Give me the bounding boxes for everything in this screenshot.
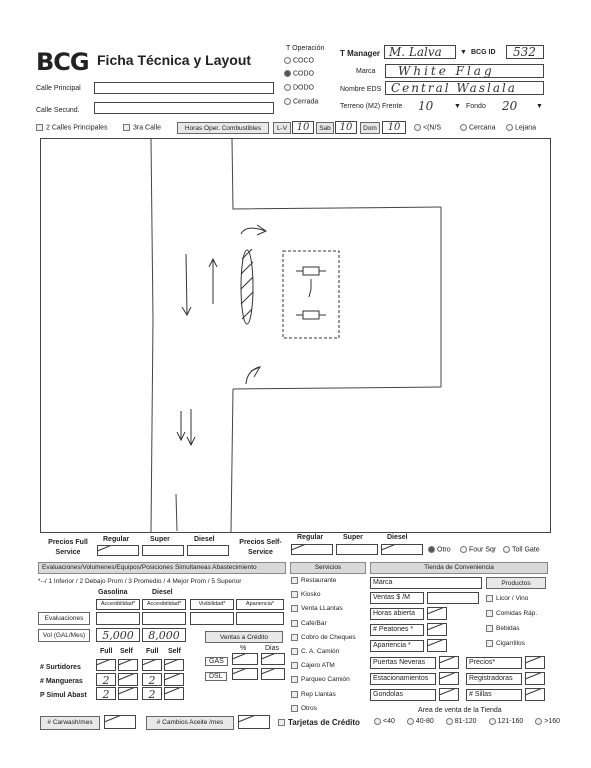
nombre-eds-label: Nombre EDS — [340, 86, 382, 93]
sillas-value[interactable] — [525, 688, 545, 701]
calle-principal-field[interactable] — [94, 82, 274, 94]
four-sqr-radio[interactable]: Four Sqr — [460, 546, 496, 553]
price-full-diesel-field[interactable] — [187, 545, 229, 556]
carwash-field[interactable] — [104, 715, 136, 729]
price-self-super-field[interactable] — [336, 544, 378, 555]
checkbox-icon — [291, 620, 298, 627]
self-diesel-label: Diesel — [387, 534, 408, 541]
fondo-value[interactable]: 20 — [502, 99, 518, 113]
radio-icon — [460, 546, 467, 553]
calle-principal-label: Calle Principal — [36, 85, 81, 92]
sin-pis-radio[interactable]: <(N/S — [414, 124, 441, 131]
gasolina-label: Gasolina — [98, 589, 128, 596]
gondolas-value[interactable] — [439, 688, 459, 701]
servicios-header: Servicios — [290, 562, 366, 574]
checkbox-icon — [486, 610, 493, 617]
checkbox-icon — [36, 124, 43, 131]
registradoras-value[interactable] — [525, 672, 545, 685]
checkbox-icon — [278, 719, 285, 726]
producto-checkbox[interactable]: Bebidas — [486, 625, 548, 640]
ventas-field[interactable]: Ventas $ /M — [370, 592, 424, 604]
page-title: Ficha Técnica y Layout — [97, 52, 252, 68]
surtidores-label: # Surtidores — [40, 664, 81, 671]
self-label-dsl: Self — [168, 648, 181, 655]
nombre-eds-field[interactable]: Central Waslala — [385, 81, 544, 95]
calle-secund-label: Calle Secund. — [36, 107, 80, 114]
calle-secund-field[interactable] — [94, 102, 274, 114]
simul-self-dsl[interactable] — [164, 687, 184, 700]
productos-list — [486, 595, 548, 655]
checkbox-icon — [486, 640, 493, 647]
precios-tienda-value[interactable] — [525, 656, 545, 669]
peatones-value[interactable] — [427, 623, 447, 636]
checkbox-icon — [291, 605, 298, 612]
simul-label: P Simul Abast — [40, 692, 87, 699]
arrow-curve-icon — [246, 367, 260, 384]
dias-label: Dias — [265, 645, 280, 652]
self-regular-label: Regular — [297, 534, 324, 541]
lejana-radio[interactable]: Lejana — [506, 124, 536, 131]
radio-icon — [506, 124, 513, 131]
gondolas-field[interactable]: Gondolas — [370, 689, 436, 701]
horas-oper-button[interactable]: Horas Oper. Combustibles — [177, 122, 269, 134]
producto-checkbox[interactable]: Licor / Vino — [486, 595, 548, 610]
chevron-down-icon[interactable]: ▼ — [460, 49, 467, 56]
t-manager-field[interactable]: M. Lalva — [384, 45, 456, 59]
dom-field[interactable]: 10 — [382, 121, 406, 134]
servicio-checkbox[interactable]: Kiosko — [291, 591, 371, 605]
price-full-regular-field[interactable] — [97, 545, 139, 556]
checkbox-icon — [291, 634, 298, 641]
checkbox-icon — [291, 577, 298, 584]
checkbox-icon — [123, 124, 130, 131]
tienda-marca-field[interactable]: Marca — [370, 577, 482, 589]
super-label: Super — [150, 536, 170, 543]
arrow-down-icon — [187, 409, 195, 445]
area-venta-label: Area de venta de la Tienda — [418, 707, 502, 714]
col-head-accesibilidad-dsl: Accesibilidad* — [142, 599, 186, 610]
radio-icon — [428, 546, 435, 553]
eval-gas-field[interactable] — [96, 612, 140, 625]
diesel-eval-label: Diesel — [152, 589, 173, 596]
regular-label: Regular — [103, 536, 130, 543]
fondo-label: Fondo — [466, 103, 486, 110]
sillas-field[interactable]: # Sillas — [466, 689, 522, 701]
diesel-label: Diesel — [194, 536, 215, 543]
checkbox-icon — [291, 691, 298, 698]
layout-sketch-canvas[interactable] — [40, 138, 551, 533]
dsl-label: DSL — [205, 672, 227, 681]
full-label-dsl: Full — [146, 648, 159, 655]
tres-calle-checkbox[interactable]: 3ra Calle — [123, 124, 161, 131]
radio-icon — [535, 718, 542, 725]
checkbox-icon — [486, 625, 493, 632]
price-full-super-field[interactable] — [142, 545, 184, 556]
arrow-up-icon — [209, 259, 217, 304]
sab-field[interactable]: 10 — [335, 121, 357, 134]
puertas-value[interactable] — [439, 656, 459, 669]
logo: BCG — [36, 48, 89, 76]
mangueras-label: # Mangueras — [40, 678, 83, 685]
self-label-gas: Self — [120, 648, 133, 655]
marca-field[interactable]: White Flag — [385, 64, 544, 78]
servicio-checkbox[interactable]: Otros — [291, 705, 371, 719]
eval-apa-field[interactable] — [236, 612, 284, 625]
checkbox-icon — [291, 591, 298, 598]
checkbox-icon — [291, 705, 298, 712]
estacionamientos-value[interactable] — [439, 672, 459, 685]
lv-field[interactable]: 10 — [292, 121, 314, 134]
servicio-checkbox[interactable]: Rep Llantas — [291, 691, 371, 705]
radio-icon — [446, 718, 453, 725]
tienda-header: Tienda de Conveniencia — [370, 562, 548, 574]
mang-self-dsl[interactable] — [164, 673, 184, 686]
eval-dsl-field[interactable] — [142, 612, 186, 625]
producto-checkbox[interactable]: Comidas Ráp. — [486, 610, 548, 625]
simul-self-gas[interactable] — [118, 687, 138, 700]
servicio-checkbox[interactable]: Restaurante — [291, 577, 371, 591]
ventas-credito-button[interactable]: Ventas a Crédito — [205, 631, 283, 643]
op-option-cerrada[interactable]: Cerrada — [284, 98, 318, 105]
gas-dias-field[interactable] — [261, 653, 285, 665]
carwash-button[interactable]: # Carwash/mes — [40, 716, 100, 730]
frente-value[interactable]: 10 — [418, 99, 434, 113]
gas-pct-field[interactable] — [232, 653, 258, 665]
bcg-id-label: BCG ID — [471, 49, 496, 56]
area-option-radio[interactable]: >160 — [535, 718, 560, 725]
otro-radio[interactable]: Otro — [428, 546, 451, 553]
cambios-aceite-button[interactable]: # Cambios Aceite /mes — [146, 716, 234, 730]
evaluaciones-header: Evaluaciones/Volumenes/Equipos/Posiciones Simultaneas Abastecimiento — [38, 562, 286, 574]
servicio-checkbox[interactable]: Parqueo Camión — [291, 676, 371, 690]
chevron-down-icon[interactable]: ▼ — [454, 103, 461, 110]
radio-icon — [489, 718, 496, 725]
chevron-down-icon[interactable]: ▼ — [536, 103, 543, 110]
arrow-curve-icon — [241, 225, 266, 235]
precios-tienda-field[interactable]: Precios* — [466, 657, 522, 669]
dom-label: Dom — [360, 122, 380, 134]
radio-icon — [284, 57, 291, 64]
precios-self-service-label: Precios Self-Service — [239, 539, 282, 556]
radio-icon — [284, 70, 291, 77]
checkbox-icon — [291, 648, 298, 655]
surt-self-dsl[interactable] — [164, 659, 184, 671]
peatones-field[interactable]: # Peatones * — [370, 624, 424, 636]
col-head-visibilidad: Visibilidad* — [190, 599, 234, 610]
pct-label: % — [240, 645, 247, 652]
vol-dsl-field[interactable]: 8,000 — [142, 628, 186, 642]
cambios-field[interactable] — [238, 715, 270, 729]
mang-full-dsl[interactable]: 2 — [142, 673, 162, 686]
vol-label: Vol (GAL/Mes) — [38, 629, 90, 642]
arrow-down-icon — [182, 254, 191, 315]
area-option-radio[interactable]: <40 — [374, 718, 395, 725]
canopy-outline — [283, 251, 339, 338]
producto-checkbox[interactable]: Cigarrillos — [486, 640, 548, 655]
mang-self-gas[interactable] — [118, 673, 138, 686]
estacionamientos-field[interactable]: Estacionamientos — [370, 673, 436, 685]
op-option-dodo[interactable]: DODO — [284, 84, 314, 91]
apariencia-value[interactable] — [427, 639, 447, 652]
terreno-label: Terreno (M2) Frente — [340, 103, 403, 110]
price-self-diesel-field[interactable] — [381, 544, 423, 555]
surt-full-dsl[interactable] — [142, 659, 162, 671]
precios-full-service-label: Precios Full Service — [48, 539, 88, 556]
eval-vis-field[interactable] — [190, 612, 234, 625]
checkbox-icon — [486, 595, 493, 602]
road-lower-left — [231, 389, 233, 532]
horas-abierta-field[interactable]: Horas abierta — [370, 608, 424, 620]
tarjetas-checkbox[interactable]: Tarjetas de Crédito — [278, 718, 360, 727]
servicio-checkbox[interactable]: Café/Bar — [291, 620, 371, 634]
mang-full-gas[interactable]: 2 — [96, 673, 116, 686]
servicios-list — [291, 577, 371, 719]
area-option-radio[interactable]: 121-160 — [489, 718, 524, 725]
dos-calles-checkbox[interactable]: 2 Calles Principales — [36, 124, 107, 131]
price-self-regular-field[interactable] — [291, 544, 333, 555]
simul-full-gas[interactable]: 2 — [96, 687, 116, 700]
sab-label: Sab — [316, 122, 334, 134]
marca-label: Marca — [356, 68, 376, 75]
self-super-label: Super — [343, 534, 363, 541]
horas-abierta-value[interactable] — [427, 607, 447, 620]
cercana-radio[interactable]: Cercana — [460, 124, 495, 131]
radio-icon — [284, 84, 291, 91]
gas-label: GAS — [205, 657, 228, 666]
radio-icon — [414, 124, 421, 131]
servicio-checkbox[interactable]: Cajero ATM — [291, 662, 371, 676]
t-operacion-label: T Operación — [286, 45, 325, 52]
op-option-codo[interactable]: CODO — [284, 70, 314, 77]
full-label-gas: Full — [100, 648, 113, 655]
t-manager-label: T Manager — [340, 49, 381, 58]
op-option-coco[interactable]: COCO — [284, 57, 314, 64]
radio-icon — [284, 98, 291, 105]
radio-icon — [460, 124, 467, 131]
col-head-accesibilidad-gas: Accesibilidad* — [96, 599, 140, 610]
scale-note: *--/ 1 Inferior / 2 Debajo Prom / 3 Promedio / 4 Mejor Prom / 5 Superior — [38, 578, 242, 585]
puertas-neveras-field[interactable]: Puertas Neveras — [370, 657, 436, 669]
col-head-apariencia: Apariencia* — [236, 599, 284, 610]
toll-gate-radio[interactable]: Toll Gate — [503, 546, 540, 553]
radio-icon — [407, 718, 414, 725]
registradoras-field[interactable]: Registradoras — [466, 673, 522, 685]
checkbox-icon — [291, 662, 298, 669]
radio-icon — [503, 546, 510, 553]
servicio-checkbox[interactable]: Venta LLantas — [291, 605, 371, 619]
checkbox-icon — [291, 676, 298, 683]
road-left-edge — [151, 139, 153, 532]
ventas-value-field[interactable] — [427, 592, 479, 604]
productos-button[interactable]: Productos — [486, 577, 546, 589]
lv-label: L-V — [273, 122, 291, 134]
surt-self-gas[interactable] — [118, 659, 138, 671]
area-option-radio[interactable]: 81-120 — [446, 718, 477, 725]
road-upper-edge — [232, 139, 441, 209]
area-option-radio[interactable]: 40-80 — [407, 718, 434, 725]
vol-gas-field[interactable]: 5,000 — [96, 628, 140, 642]
servicio-checkbox[interactable]: Cobro de Cheques — [291, 634, 371, 648]
road-lower-edge — [233, 387, 441, 389]
radio-icon — [374, 718, 381, 725]
dsl-dias-field[interactable] — [261, 668, 285, 680]
layout-sketch — [41, 139, 550, 532]
apariencia-field[interactable]: Apariencia * — [370, 640, 424, 652]
servicio-checkbox[interactable]: C. A. Camión — [291, 648, 371, 662]
area-options — [374, 718, 572, 725]
evaluaciones-button[interactable]: Evaluaciones — [38, 612, 90, 625]
bcg-id-field[interactable]: 532 — [506, 45, 544, 59]
dsl-pct-field[interactable] — [232, 668, 258, 680]
simul-full-dsl[interactable]: 2 — [142, 687, 162, 700]
surt-full-gas[interactable] — [96, 659, 116, 671]
